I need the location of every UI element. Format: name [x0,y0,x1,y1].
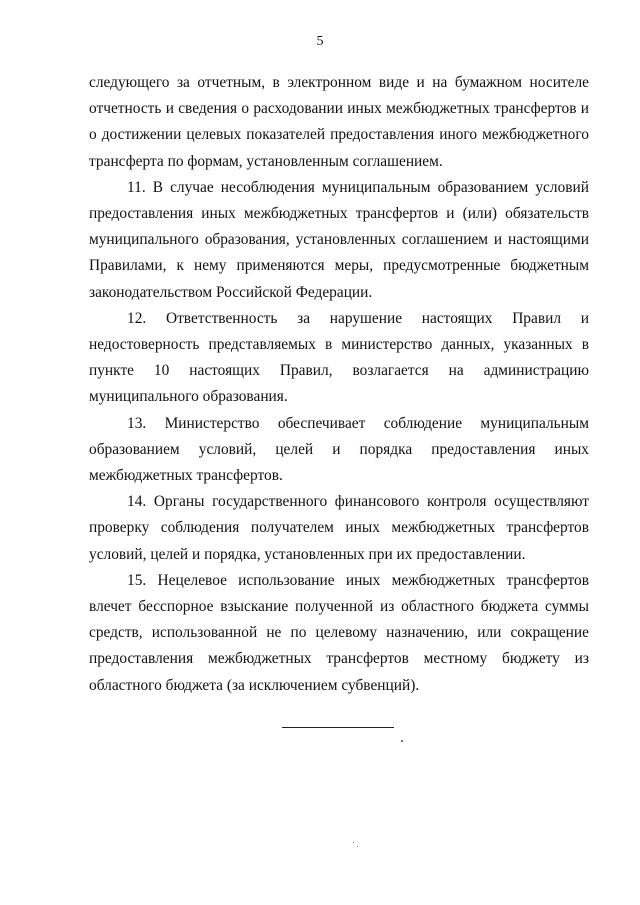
paragraph-item-15: 15. Нецелевое использование иных межбюджетных трансфертов влечет бесспорное взыскание полученной из областного бюджета суммы средств, использованной не по целевому назначению, или сокращение предоставления межбюджетных трансфертов местному бюджету из областного бюджета (за исключением субвенций). [89,571,589,694]
paragraph-item-14: 14. Органы государственного финансового контроля осуществляют проверку соблюдения получателем иных межбюджетных трансфертов условий, целей и порядка, установленных при их предоставлении. [89,493,589,563]
scan-speck [401,740,403,742]
page-number: 5 [316,34,324,49]
document-body [89,70,589,699]
paragraph-item-12: 12. Ответственность за нарушение настоящих Правил и недостоверность представляемых в министерство данных, указанных в пункте 10 настоящих Правил, возлагается на администрацию муниципального образования. [89,309,589,406]
paragraph-item-11: 11. В случае несоблюдения муниципальным образованием условий предоставления иных межбюджетных трансфертов и (или) обязательств муниципального образования, установленных соглашением и настоящими Правилами, к нему применяются меры, предусмотренные бюджетным законодательством Российской Федерации. [89,178,589,301]
scan-speck [353,842,354,843]
paragraph-item-13: 13. Министерство обеспечивает соблюдение муниципальным образованием условий, целей и порядка предоставления иных межбюджетных трансфертов. [89,414,589,485]
paragraph-continuation: следующего за отчетным, в электронном виде и на бумажном носителе отчетность и сведения о расходовании иных межбюджетных трансфертов и о достижении целевых показателей предоставления иного межбюджетного трансферта по формам, установленным соглашением. [89,74,589,170]
scan-speck [357,846,358,847]
end-of-document-rule [282,727,394,728]
